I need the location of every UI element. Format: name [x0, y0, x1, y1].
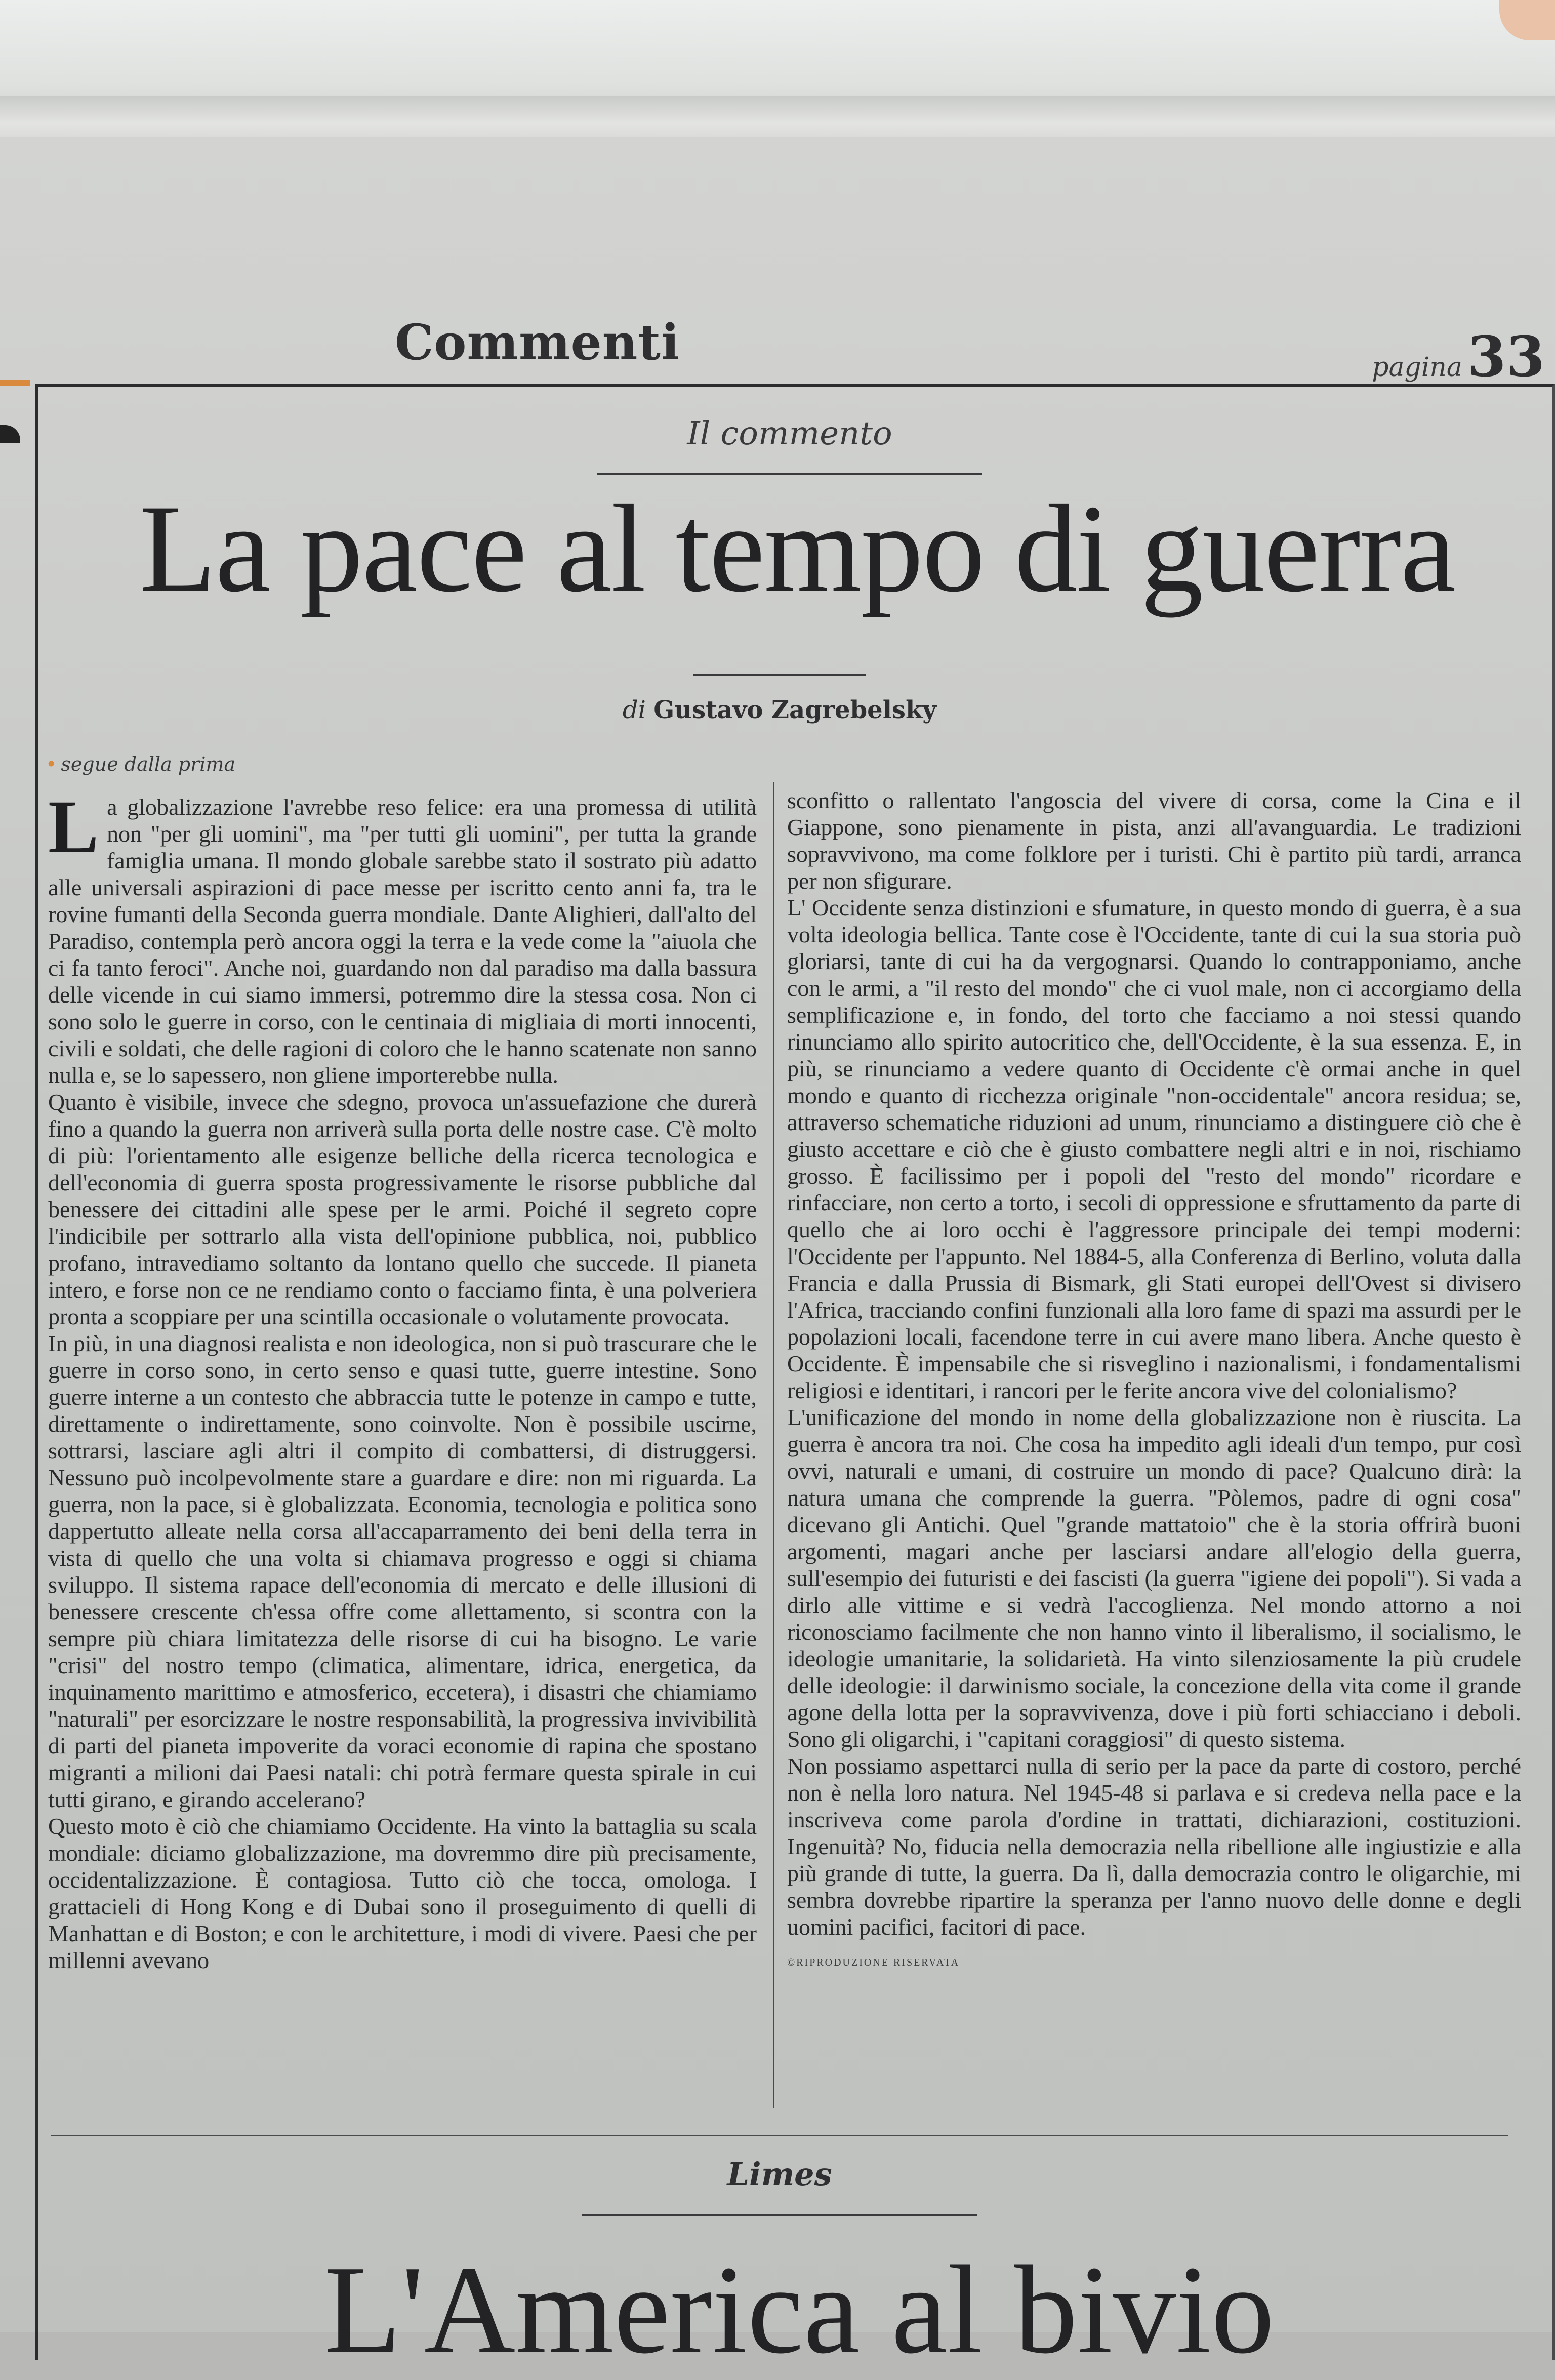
section-title: Commenti [395, 314, 680, 371]
article-column-2 [787, 787, 1521, 1976]
drop-cap: L [48, 785, 99, 869]
next-kicker-rule [582, 2214, 977, 2216]
page-number-block [1372, 324, 1545, 389]
page-number: 33 [1467, 324, 1545, 389]
paragraph: sconfitto o rallentato l'angoscia del vivere di corsa, come la Cina e il Giappone, sono pienamente in pista, anzi all'avanguardia. Le tradizioni sopravvivono, ma come folklore per i turisti. Chi è partito più tardi, arranca per non sfigurare. [787, 787, 1521, 894]
byline-prefix: di [622, 696, 646, 724]
paragraph: Questo moto è ciò che chiamiamo Occidente. Ha vinto la battaglia su scala mondiale: diciamo globalizzazione, ma dovremmo dire più precisamente, occidentalizzazione. È contagiosa. Tutto ciò che tocca, omologa. I grattacieli di Hong Kong e di Dubai sono il proseguimento di quelli di Manhattan e di Boston; e con le architetture, i modi di vivere. Paesi che per millenni avevano [48, 1813, 757, 1973]
paragraph-text: a globalizzazione l'avrebbe reso felice: era una promessa di utilità non "per gli uomini", ma "per tutti gli uomini", per tutta la grande famiglia umana. Il mondo globale sarebbe stato il sostrato più adatto alle universali aspirazioni di pace messe per iscritto cento anni fa, tra le rovine fumanti della Seconda guerra mondiale. Dante Alighieri, dall'alto del Paradiso, contempla però ancora oggi la terra e la vede come la "aiuola che ci fa tanto feroci". Anche noi, guardando non dal paradiso ma dalla bassura delle vicende in cui siamo immersi, potremmo dire la stessa cosa. Non ci sono solo le guerre in corso, con le centinaia di migliaia di morti innocenti, civili e soldati, che delle ragioni di coloro che le hanno scatenate non sanno nulla e, se lo sapessero, non gliene importerebbe nulla. [48, 794, 757, 1088]
page-label: pagina [1372, 352, 1462, 383]
paragraph: L'unificazione del mondo in nome della globalizzazione non è riuscita. La guerra è ancora tra noi. Che cosa ha impedito agli ideali d'un tempo, pur così ovvi, naturali e umani, di costruire un mondo di pace? Qualcuno dirà: la natura umana che comprende la guerra. "Pòlemos, padre di ogni cosa" dicevano gli Antichi. Quel "grande mattatoio" che è la storia offrirà buoni argomenti, magari anche per lasciarsi andare all'elogio della guerra, sull'esempio dei futuristi e dei fascisti (la guerra "igiene dei popoli"). Si vada a dirlo alle vittime e si vedrà l'accoglienza. Nel mondo attorno a noi riconosciamo facilmente che non hanno vinto il liberalismo, il socialismo, le ideologie umanitarie, la solidarietà. Ha vinto silenziosamente la più crudele delle ideologie: il darwinismo sociale, la concezione della vita come il grande agone della lotta per la sopravvivenza, dove i più forti schiacciano i deboli. Sono gli oligarchi, i "capitani coraggiosi" di questo sistema. [787, 1404, 1521, 1752]
byline-rule [693, 674, 866, 676]
paragraph: Non possiamo aspettarci nulla di serio per la pace da parte di costoro, perché non è nella loro natura. Nel 1945-48 si parlava e si credeva nella pace e la inscriveva come parola d'ordine in trattati, dichiarazioni, costituzioni. Ingenuità? No, fiducia nella democrazia nella ribellione alle ingiustizie e alla più grande di tutte, la guerra. Da lì, dalla democrazia contro le oligarchie, mi sembra dovrebbe ripartire la speranza per l'anno nuovo delle donne e degli uomini pacifici, facitori di pace. [787, 1753, 1521, 1940]
byline [557, 696, 1002, 724]
article-headline: La pace al tempo di guerra [139, 479, 1455, 618]
copyright-note: ©RIPRODUZIONE RISERVATA [787, 1957, 960, 1968]
next-article-headline: L'America al bivio [324, 2240, 1275, 2380]
paragraph [48, 785, 757, 1089]
continued-note [46, 753, 235, 775]
author-name: Gustavo Zagrebelsky [653, 696, 937, 724]
section-color-mark [0, 380, 30, 386]
article-column-1 [48, 785, 757, 1974]
article-kicker: Il commento [687, 415, 892, 452]
paragraph: In più, in una diagnosi realista e non ideologica, non si può trascurare che le guerre in corso sono, in certo senso e quasi tutte, guerre intestine. Sono guerre interne a un contesto che abbraccia tutte le potenze in campo e tutte, direttamente o indirettamente, sono coinvolte. Non è possibile uscirne, sottrarsi, lasciare agli altri il compito di combattersi, di distruggersi. Nessuno può incolpevolmente stare a guardare e dire: non mi riguarda. La guerra, non la pace, si è globalizzata. Economia, tecnologia e politica sono dappertutto alleate nella corsa all'accaparramento dei beni della terra in vista di quello che una volta si chiamava progresso e oggi si chiama sviluppo. Il sistema rapace dell'economia di mercato e delle illusioni di benessere crescente ch'essa offre come allettamento, si scontra con la sempre più chiara limitatezza delle risorse di cui ha bisogno. Le varie "crisi" del nostro tempo (climatica, alimentare, idrica, energetica, da inquinamento marittimo e atmosferico, eccetera), i disastri che chiamiamo "naturali" per esorcizzare le nostre responsabilità, la progressiva invivibilità di parti del pianeta impoverite da voraci economie di rapina che spostano migranti a milioni dai Paesi natali: chi potrà fermare questa spirale in cui tutti girano, e girando accelerano? [48, 1330, 757, 1812]
paragraph: L' Occidente senza distinzioni e sfumature, in questo mondo di guerra, è a sua volta ideologia bellica. Tante cose è l'Occidente, tante di cui la sua storia può gloriarsi, tante di cui ha da vergognarsi. Quando lo contrapponiamo, anche con le armi, a "il resto del mondo" che ci vuol male, non ci accorgiamo della semplificazione e, in fondo, del torto che facciamo a noi stessi quando rinunciamo allo spirito autocritico che, dell'Occidente, è la sua essenza. E, in più, se rinunciamo a vedere quanto di Occidente c'è ormai anche in quel mondo e quanto di ricchezza originale "non-occidentale" ancora residua; se, attraverso schematiche riduzioni ad unum, rinunciamo a distinguere ciò che è giusto accettare e ciò che è giusto combattere negli altri e in noi, rischiamo grosso. È facilissimo per i popoli del "resto del mondo" ricordare e rinfacciare, non certo a torto, i secoli di oppressione e sfruttamento da parte di quello che ai loro occhi è l'aggressore principale dei tempi moderni: l'Occidente per l'appunto. Nel 1884-5, alla Conferenza di Berlino, voluta dalla Francia e dalla Prussia di Bismark, gli Stati europei dell'Ovest si divisero l'Africa, tracciando confini funzionali alla loro fame di spazi ma assurdi per le popolazioni locali, facendone terre in cui avere mano libera. Anche questo è Occidente. È impensabile che si risveglino i nazionalismi, i fondamentalismi religiosi e identitari, i rancori per le ferite ancora vive del colonialismo? [787, 895, 1521, 1403]
next-article-kicker: Limes [727, 2156, 832, 2193]
column-divider [773, 782, 774, 2108]
kicker-rule [597, 473, 982, 475]
bullet-icon: • [46, 753, 57, 775]
continued-note-text: segue dalla prima [61, 753, 236, 775]
paragraph: Quanto è visibile, invece che sdegno, provoca un'assuefazione che durerà fino a quando la guerra non arriverà sulla porta delle nostre case. C'è molto di più: l'orientamento alle esigenze belliche della ricerca tecnologica e dell'economia di guerra sposta progressivamente le risorse pubbliche dal benessere dei cittadini alle spese per le armi. Poiché il segreto copre l'indicibile per sottrarlo alla vista dell'opinione pubblica, noi, pubblico profano, intravediamo soltanto da lontano quello che succede. Il pianeta intero, e forse non ce ne rendiamo conto o facciamo finta, è una polveriera pronta a scoppiare per una scintilla occasionale o volutamente provocata. [48, 1089, 757, 1329]
section-divider [51, 2135, 1508, 2136]
